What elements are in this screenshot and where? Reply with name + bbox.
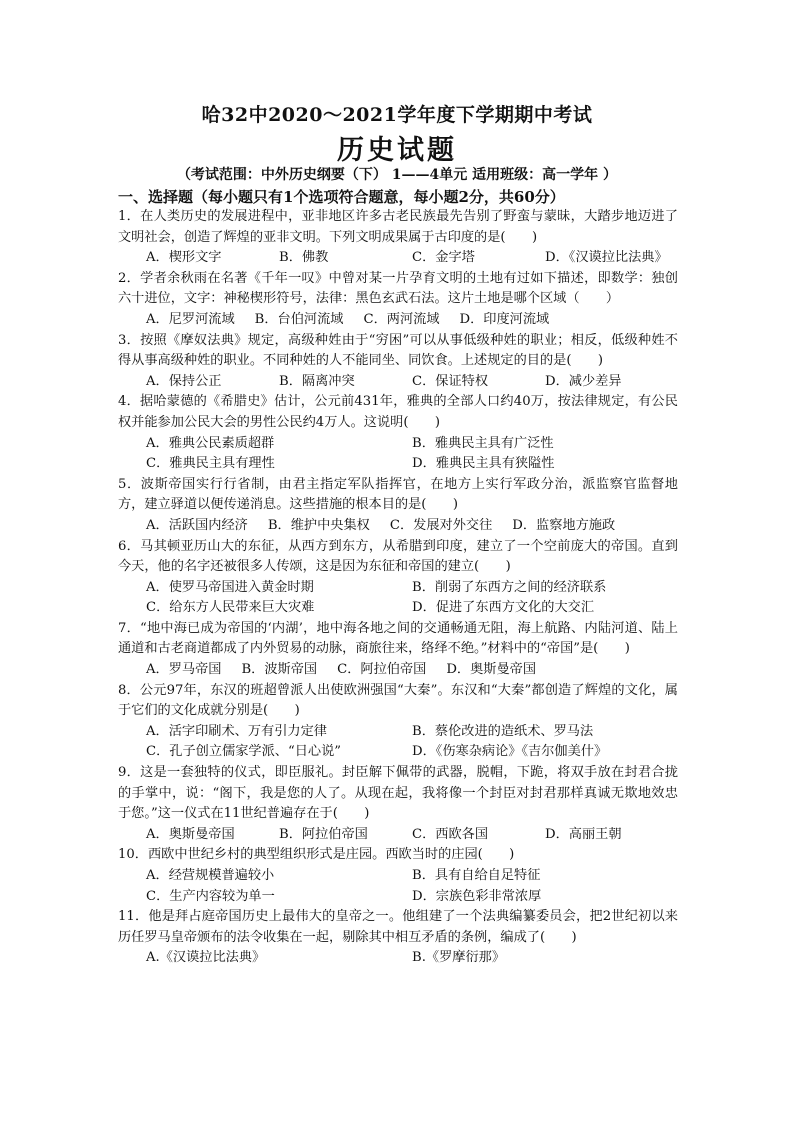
- option: B．阿拉伯帝国: [279, 826, 368, 842]
- option: A．使罗马帝国进入黄金时期: [146, 579, 314, 595]
- question-8-stem: 8．公元97年，东汉的班超曾派人出使欧洲强国“大秦”。东汉和“大秦”都创造了辉煌的文化，属于它们的文化成就分别是( ): [118, 682, 678, 719]
- option: C．两河流域: [363, 311, 440, 327]
- option: C．孔子创立儒家学派、“日心说”: [146, 744, 342, 760]
- option: A．活跃国内经济: [146, 517, 248, 533]
- question-8-options: [118, 722, 678, 763]
- option: A．保持公正: [146, 373, 222, 389]
- option: D．奥斯曼帝国: [446, 662, 537, 678]
- option: C．金字塔: [412, 250, 475, 266]
- option: D．印度河流域: [459, 311, 550, 327]
- option: A．奥斯曼帝国: [146, 826, 235, 842]
- question-9-stem: 9．这是一套独特的仪式，即臣服礼。封臣解下佩带的武器，脱帽，下跪，将双手放在封君合拢的手掌中，说：“阁下，我是您的人了。从现在起，我将像一个封臣对封君那样真诚无欺地效忠于您。”这一仪式在11世纪普遍存在于( ): [118, 765, 678, 822]
- option: C．保证特权: [412, 373, 489, 389]
- option: B．削弱了东西方之间的经济联系: [412, 579, 607, 595]
- question-7-stem: 7．“地中海已成为帝国的‘内湖’，地中海各地之间的交通畅通无阻，海上航路、内陆河道、陆上通道和古老商道都成了内外贸易的动脉，商旅往来，络绎不绝。”材料中的“帝国”是( ): [118, 620, 678, 657]
- option: C．生产内容较为单一: [146, 888, 275, 904]
- question-10-stem: 10．西欧中世纪乡村的典型组织形式是庄园。西欧当时的庄园( ): [118, 847, 515, 863]
- option: B．隔离冲突: [279, 373, 355, 389]
- option: D．《伤寒杂病论》《吉尔伽美什》: [412, 744, 608, 760]
- option: B．蔡伦改进的造纸术、罗马法: [412, 723, 594, 739]
- question-5-stem: 5．波斯帝国实行行省制，由君主指定军队指挥官，在地方上实行军政分治，派监察官监督地方，建立驿道以便传递消息。这些措施的根本目的是( ): [118, 476, 678, 513]
- option: D．宗族色彩非常浓厚: [412, 888, 542, 904]
- option: B．佛教: [279, 250, 329, 266]
- option: D．减少差异: [545, 373, 622, 389]
- question-3-stem: 3．按照《摩奴法典》规定，高级种姓由于“穷困”可以从事低级种姓的职业；相反，低级种姓不得从事高级种姓的职业。不同种姓的人不能同坐、同饮食。上述规定的目的是( ): [118, 332, 678, 369]
- section-heading: 一、选择题（每小题只有1个选项符合题意，每小题2分，共60分）: [118, 188, 565, 206]
- question-1-stem: 1．在人类历史的发展进程中，亚非地区许多古老民族最先告别了野蛮与蒙昧，大踏步地迈进了文明社会，创造了辉煌的亚非文明。下列文明成果属于古印度的是( ): [118, 209, 678, 245]
- option: C．西欧各国: [412, 826, 489, 842]
- option: B．维护中央集权: [267, 517, 370, 533]
- question-6-options: [118, 578, 678, 619]
- option: D．促进了东西方文化的大交汇: [412, 600, 595, 616]
- question-2-options: [118, 310, 678, 331]
- option: A．活字印刷术、万有引力定律: [146, 723, 327, 739]
- question-11-options: [118, 948, 678, 969]
- option: D．雅典民主具有狭隘性: [412, 456, 555, 472]
- question-list: [118, 207, 678, 969]
- option: B．具有自给自足特征: [412, 868, 541, 883]
- question-11-stem: 11．他是拜占庭帝国历史上最伟大的皇帝之一。他组建了一个法典编纂委员会，把2世纪初以来历任罗马皇帝颁布的法令收集在一起，剔除其中相互矛盾的条例，编成了( ): [118, 909, 678, 945]
- option: A．楔形文字: [146, 250, 222, 266]
- question-7-options: [118, 660, 678, 681]
- question-1-options: [118, 248, 678, 269]
- option: B.《罗摩衍那》: [412, 950, 506, 966]
- option: A．尼罗河流域: [146, 311, 235, 327]
- option: A.《汉谟拉比法典》: [146, 950, 266, 966]
- option: D．高丽王朝: [545, 826, 622, 842]
- option: B．雅典民主具有广泛性: [412, 435, 554, 451]
- question-5-options: [118, 516, 678, 537]
- question-4-stem: 4．据哈蒙德的《希腊史》估计，公元前431年，雅典的全部人口约40万，按法律规定，有公民权并能参加公民大会的男性公民约4万人。这说明( ): [118, 394, 678, 430]
- question-10-options: [118, 866, 678, 907]
- exam-scope: （考试范围：中外历史纲要（下） 1——4单元 适用班级：高一学年 ）: [176, 167, 618, 183]
- option: D．监察地方施政: [512, 517, 616, 533]
- question-4-options: [118, 434, 678, 475]
- option: B．波斯帝国: [241, 662, 318, 678]
- option: D．《汉谟拉比法典》: [545, 250, 668, 266]
- question-9-options: [118, 825, 678, 846]
- option: B．台伯河流域: [254, 311, 344, 327]
- question-2-stem: 2．学者余秋雨在名著《千年一叹》中曾对某一片孕育文明的土地有过如下描述，即数学：独创六十进位，文字：神秘楔形符号，法律：黑色玄武石法。这片土地是哪个区域（ ）: [118, 270, 678, 307]
- subject-title: 历史试题: [337, 135, 457, 166]
- question-6-stem: 6．马其顿亚历山大的东征，从西方到东方，从希腊到印度，建立了一个空前庞大的帝国。直到今天，他的名字还被很多人传颂，这是因为东征和帝国的建立( ): [118, 538, 678, 575]
- option: A．经营规模普遍较小: [146, 868, 275, 883]
- question-3-options: [118, 372, 678, 393]
- option: C．给东方人民带来巨大灾难: [146, 600, 315, 616]
- exam-title: 哈32中2020～2021学年度下学期期中考试: [201, 104, 593, 126]
- option: C．阿拉伯帝国: [337, 662, 427, 678]
- option: A．罗马帝国: [146, 662, 222, 678]
- option: C．发展对外交往: [389, 517, 493, 533]
- option: A．雅典公民素质超群: [146, 435, 275, 451]
- option: C．雅典民主具有理性: [146, 456, 275, 472]
